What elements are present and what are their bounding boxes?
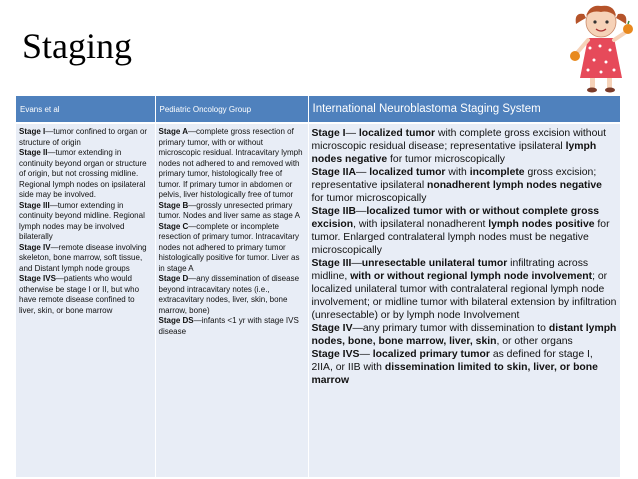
evans-stage-label: Stage IVS (19, 274, 56, 283)
pog-stage-label: Stage D (158, 274, 189, 283)
pog-stage-entry (159, 201, 305, 222)
inss-stage-label: Stage IIA (311, 167, 356, 178)
inss-stage-text: for tumor. Enlarged contralateral lymph nodes must be negative microscopically (311, 219, 610, 256)
evans-stage-entry (19, 127, 152, 148)
evans-column-cell (16, 123, 155, 477)
inss-stage-text: — (359, 349, 373, 360)
inss-stage-text: with or without regional lymph node involvement (350, 271, 593, 282)
inss-stage-text: — (351, 258, 362, 269)
evans-stage-text: —patients who would otherwise be stage I or II, but who have remote disease confined to liver, skin, or bone marrow (19, 274, 140, 315)
evans-stage-text: —tumor extending in continuity beyond organ or structure of origin, but not crossing midline. Regional lymph nodes on ipsilateral side may be involved. (19, 148, 147, 199)
evans-stage-entry (19, 148, 152, 201)
inss-column-cell (308, 123, 620, 477)
inss-stage-label: Stage I (311, 128, 346, 139)
pog-stage-label: Stage C (158, 221, 189, 231)
inss-stage-text: for tumor microscopically (311, 193, 427, 204)
inss-stage-entry (312, 322, 617, 348)
header-pog: Pediatric Oncology Group (155, 96, 308, 123)
evans-stage-label: Stage IV (19, 242, 51, 252)
inss-stage-text: — (355, 167, 370, 178)
page-title: Staging (22, 26, 133, 66)
inss-stage-text: lymph nodes positive (488, 219, 595, 230)
pog-stage-entry (159, 274, 305, 316)
inss-stage-text: dissemination limited to skin, liver, or bone marrow (311, 362, 598, 386)
pog-stage-entry (159, 222, 305, 275)
inss-stage-text: localized tumor (369, 167, 446, 178)
evans-stage-entry (19, 243, 152, 275)
header-evans: Evans et al (16, 96, 155, 123)
pog-stage-entry (159, 127, 305, 201)
inss-stage-label: Stage III (311, 258, 352, 269)
inss-stage-label: Stage IV (311, 323, 353, 334)
inss-stage-text: incomplete (469, 167, 525, 178)
inss-stage-text: localized tumor with or without complete gross excision (311, 206, 600, 230)
inss-stage-label: Stage IVS (311, 349, 360, 360)
pog-column-cell (155, 123, 308, 477)
inss-stage-text: — (345, 128, 359, 139)
inss-stage-text: nonadherent lymph nodes negative (427, 180, 602, 191)
evans-stage-label: Stage I (19, 127, 46, 136)
pog-stage-text: —complete gross resection of primary tumor, with or without microscopic residual. Intracavitary lymph nodes not adhered to and removed with primary tumor, histologically free of tumor. If primary tumor in abdomen or pelvis, liver histologically free of tumor (158, 127, 303, 199)
evans-stage-text: —remote disease involving skeleton, bone marrow, soft tissue, and Distant lymph node groups (19, 242, 147, 273)
evans-stage-label: Stage III (19, 200, 50, 210)
inss-stage-label: Stage IIB (311, 206, 356, 217)
inss-stage-entry (312, 205, 617, 257)
pog-stage-text: —infants <1 yr with stage IVS disease (158, 316, 299, 336)
inss-stage-text: unresectable unilateral tumor (361, 258, 508, 269)
evans-stage-label: Stage II (19, 148, 48, 157)
inss-stage-text: , or other organs (496, 336, 573, 347)
inss-stage-text: with complete gross excision without microscopic residual disease; representative ipsilateral (311, 128, 607, 152)
inss-stage-text: ; or localized unilateral tumor with contralateral regional lymph node involvement; or midline tumor with bilateral extension by infiltration (unresectable) or by lymph node Involvement (311, 271, 617, 321)
inss-stage-text: gross excision; representative ipsilateral (311, 167, 597, 191)
evans-stage-entry (19, 274, 152, 316)
evans-stage-text: —tumor confined to organ or structure of origin (19, 127, 148, 147)
pog-stage-text: —any dissemination of disease beyond intracavitary notes (i.e., extracavitary nodes, liver, skin, bone marrow, bone) (158, 274, 300, 315)
pog-stage-entry (159, 316, 305, 337)
inss-stage-text: localized tumor (358, 128, 436, 139)
inss-stage-text: , with ipsilateral nonadherent (353, 219, 489, 230)
inss-stage-text: for tumor microscopically (387, 154, 505, 165)
header-inss: International Neuroblastoma Staging System (308, 96, 620, 123)
staging-comparison-table (16, 96, 621, 477)
inss-stage-text: localized primary tumor (372, 349, 490, 360)
inss-stage-text: lymph nodes negative (311, 141, 597, 165)
evans-stage-text: —tumor extending in continuity beyond midline. Regional lymph nodes may be involved bilaterally (19, 200, 145, 241)
evans-stage-entry (19, 201, 152, 243)
pog-stage-text: —grossly unresected primary tumor. Nodes and liver same as stage A (158, 200, 300, 220)
inss-stage-text: with (445, 167, 470, 178)
pog-stage-label: Stage DS (158, 316, 194, 325)
inss-stage-text: distant lymph nodes, bone, bone marrow, liver, skin (311, 323, 617, 347)
pog-stage-label: Stage B (158, 200, 189, 210)
inss-stage-entry (312, 166, 617, 205)
inss-stage-text: as defined for stage I, 2IIA, or IIB with (311, 349, 593, 373)
inss-stage-text: infiltrating across midline, (311, 258, 589, 282)
inss-stage-entry (312, 127, 617, 166)
girl-cartoon-illustration (568, 2, 634, 94)
inss-stage-text: —any primary tumor with dissemination to (352, 323, 549, 334)
pog-stage-text: —complete or incomplete resection of primary tumor. Intracavitary nodes not adhered to primary tumor histologically positive for tumor. Liver as in stage A (158, 221, 300, 273)
inss-stage-entry (312, 348, 617, 387)
pog-stage-label: Stage A (158, 127, 188, 136)
inss-stage-text: — (355, 206, 367, 217)
inss-stage-entry (312, 257, 617, 322)
